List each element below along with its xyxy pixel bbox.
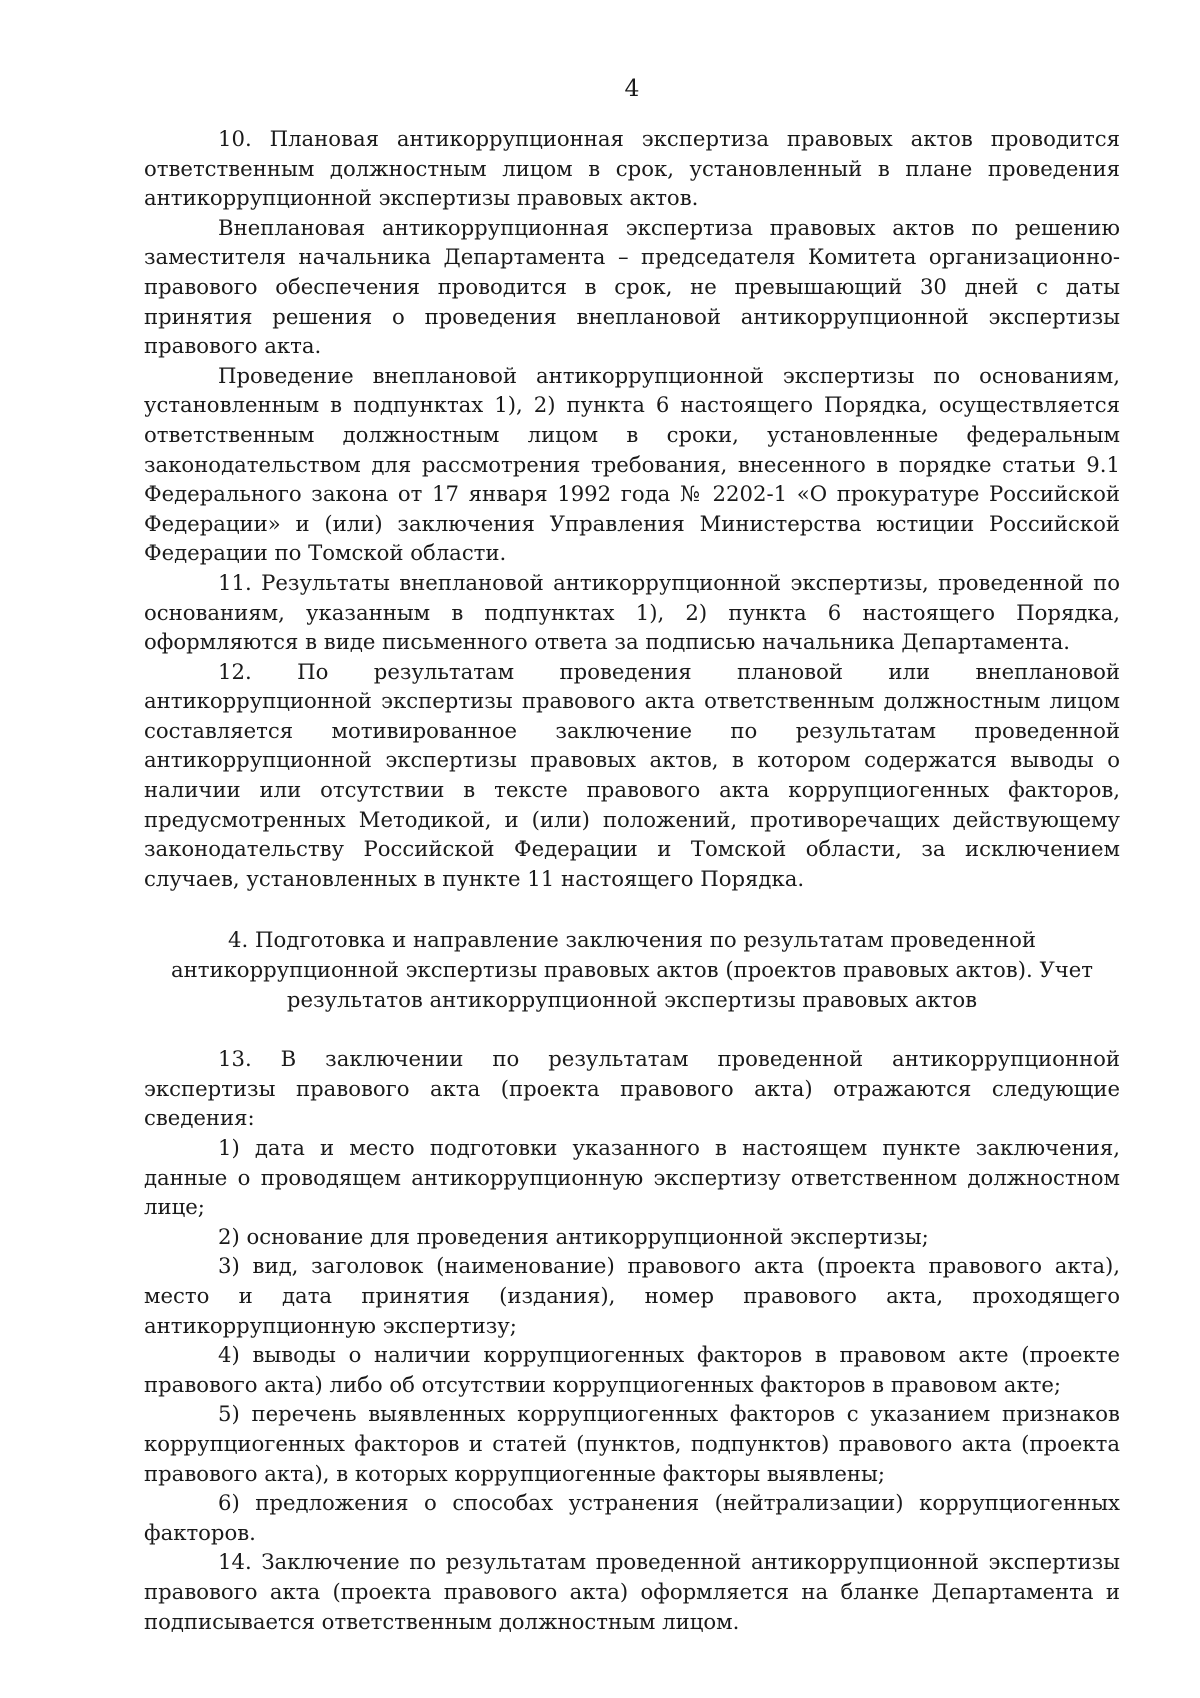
paragraph-10: 10. Плановая антикоррупционная экспертиза правовых актов проводится ответственным должностным лицом в срок, установленный в плане проведения антикоррупционной экспертизы правовых актов. [144,126,1120,211]
paragraph-11: 11. Результаты внеплановой антикоррупционной экспертизы, проведенной по основаниям, указанным в подпунктах 1), 2) пункта 6 настоящего Порядка, оформляются в виде письменного ответа за подписью начальника Департамента. [144,569,1120,655]
paragraph-unplanned-expertise: Внеплановая антикоррупционная экспертиза правовых актов по решению заместителя начальника Департамента – председателя Комитета организационно-правового обеспечения проводится в срок, не превышающий 30 дней с даты принятия решения о проведения внеплановой антикоррупционной экспертизы правового акта. [144,214,1120,359]
list-item-2: 2) основание для проведения антикоррупционной экспертизы; [218,1223,929,1249]
list-item-1: 1) дата и место подготовки указанного в настоящем пункте заключения, данные о проводящем антикоррупционную экспертизу ответственном должностном лице; [144,1135,1120,1220]
list-item-4: 4) выводы о наличии коррупциогенных факторов в правовом акте (проекте правового акта) либо об отсутствии коррупциогенных факторов в правовом акте; [144,1342,1120,1397]
list-item-5: 5) перечень выявленных коррупциогенных факторов с указанием признаков коррупциогенных факторов и статей (пунктов, подпунктов) правового акта (проекта правового акта), в которых коррупциогенные факторы выявлены; [144,1401,1120,1486]
paragraph-14: 14. Заключение по результатам проведенной антикоррупционной экспертизы правового акта (проекта правового акта) оформляется на бланке Департамента и подписывается ответственным должностным лицом. [144,1549,1120,1634]
section-heading: 4. Подготовка и направление заключения по результатам проведенной антикоррупционной экспертизы правовых актов (проектов правовых актов). Учет результатов антикоррупционной экспертизы правовых актов [170,927,1094,1012]
page-number: 4 [624,74,640,102]
paragraph-12: 12. По результатам проведения плановой или внеплановой антикоррупционной экспертизы правового акта ответственным должностным лицом составляется мотивированное заключение по результатам проведенной антикоррупционной экспертизы правовых актов, в котором содержатся выводы о наличии или отсутствии в тексте правового акта коррупциогенных факторов, предусмотренных Методикой, и (или) положений, противоречащих действующему законодательству Российской Федерации и Томской области, за исключением случаев, установленных в пункте 11 настоящего Порядка. [144,658,1120,891]
paragraph-unplanned-grounds: Проведение внеплановой антикоррупционной экспертизы по основаниям, установленным в подпунктах 1), 2) пункта 6 настоящего Порядка, осуществляется ответственным должностным лицом в сроки, установленные федеральным законодательством для рассмотрения требования, внесенного в порядке статьи 9.1 Федерального закона от 17 января 1992 года № 2202-1 «О прокуратуре Российской Федерации» и (или) заключения Управления Министерства юстиции Российской Федерации по Томской области. [144,362,1120,566]
list-item-3: 3) вид, заголовок (наименование) правового акта (проекта правового акта), место и дата принятия (издания), номер правового акта, проходящего антикоррупционную экспертизу; [144,1253,1120,1338]
paragraph-13: 13. В заключении по результатам проведенной антикоррупционной экспертизы правового акта (проекта правового акта) отражаются следующие сведения: [144,1046,1120,1131]
list-item-6: 6) предложения о способах устранения (нейтрализации) коррупциогенных факторов. [144,1490,1120,1545]
document-page [144,70,1120,1636]
